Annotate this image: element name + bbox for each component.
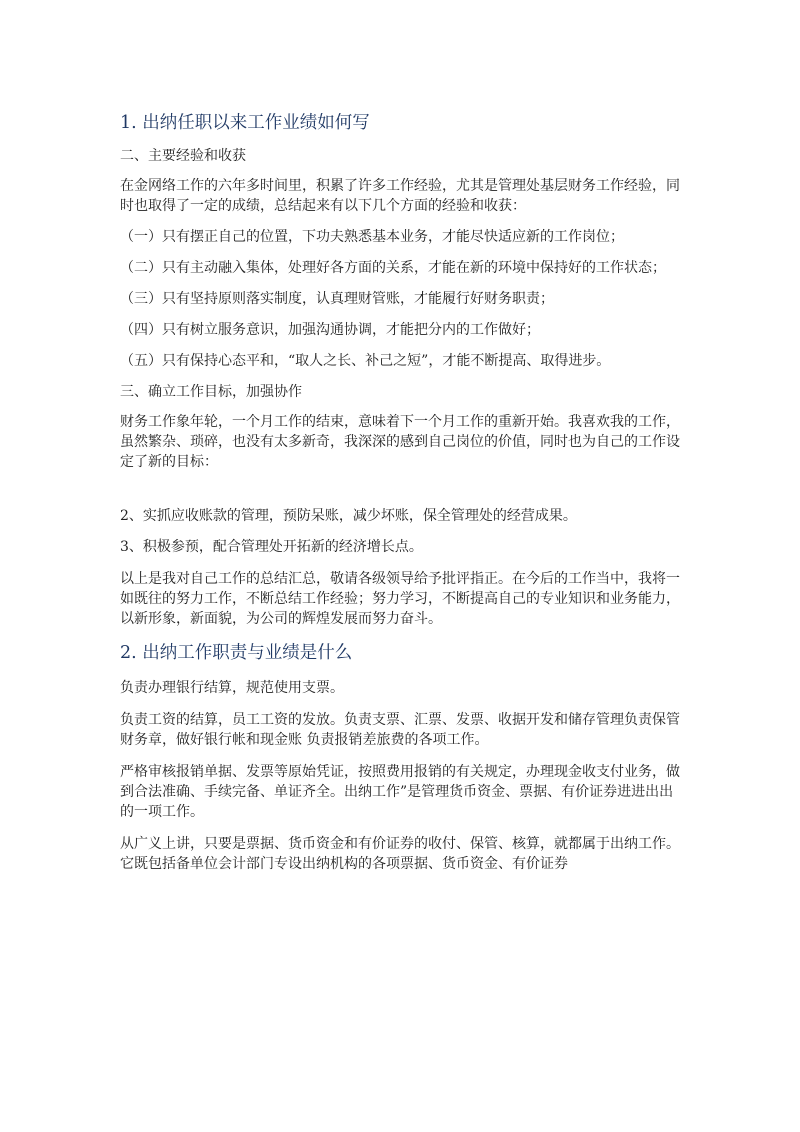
goal-item-3: 3、积极参预，配合管理处开拓新的经济增长点。 xyxy=(120,539,423,555)
experience-item-4: （四）只有树立服务意识，加强沟通协调，才能把分内的工作做好； xyxy=(120,322,540,338)
goals-paragraph: 财务工作象年轮，一个月工作的结束，意味着下一个月工作的重新开始。我喜欢我的工作，虽然繁杂、琐碎，也没有太多新奇，我深深的感到自己岗位的价值，同时也为自己的工作设定了新的目标： xyxy=(120,414,680,470)
section-1-title: 1. 出纳任职以来工作业绩如何写 xyxy=(120,113,370,133)
duty-paragraph-2: 负责工资的结算，员工工资的发放。负责支票、汇票、发票、收据开发和储存管理负责保管财务章，做好银行帐和现金账 负责报销差旅费的各项工作。 xyxy=(120,712,680,748)
experience-item-3: （三）只有坚持原则落实制度，认真理财管账，才能履行好财务职责； xyxy=(120,291,554,307)
section-2-title: 2. 出纳工作职责与业绩是什么 xyxy=(120,643,353,663)
experience-intro-paragraph: 在金网络工作的六年多时间里，积累了许多工作经验，尤其是管理处基层财务工作经验，同时也取得了一定的成绩，总结起来有以下几个方面的经验和收获： xyxy=(120,178,680,214)
duty-paragraph-3: 严格审核报销单据、发票等原始凭证，按照费用报销的有关规定，办理现金收支付业务，做到合法准确、手续完备、单证齐全。出纳工作”是管理货币资金、票据、有价证券进进出出的一项工作。 xyxy=(120,764,680,820)
document-page xyxy=(120,110,686,874)
experience-item-5: （五）只有保持心态平和，“取人之长、补己之短”，才能不断提高、取得进步。 xyxy=(120,353,611,369)
subhead-work-goals: 三、确立工作目标，加强协作 xyxy=(120,384,302,400)
blank-line xyxy=(120,483,686,506)
closing-paragraph: 以上是我对自己工作的总结汇总，敬请各级领导给予批评指正。在今后的工作当中，我将一如既往的努力工作，不断总结工作经验；努力学习，不断提高自己的专业知识和业务能力，以新形象，新面貌，为公司的辉煌发展而努力奋斗。 xyxy=(120,571,680,627)
duty-paragraph-4: 从广义上讲，只要是票据、货币资金和有价证券的收付、保管、核算，就都属于出纳工作。它既包括备单位会计部门专设出纳机构的各项票据、货币资金、有价证券 xyxy=(120,836,680,872)
experience-item-1: （一）只有摆正自己的位置，下功夫熟悉基本业务，才能尽快适应新的工作岗位； xyxy=(120,229,624,245)
goal-item-2: 2、实抓应收账款的管理，预防呆账，减少坏账，保全管理处的经营成果。 xyxy=(120,508,577,524)
experience-item-2: （二）只有主动融入集体，处理好各方面的关系，才能在新的环境中保持好的工作状态； xyxy=(120,260,666,276)
subhead-main-experience: 二、主要经验和收获 xyxy=(120,148,246,164)
duty-paragraph-1: 负责办理银行结算，规范使用支票。 xyxy=(120,680,344,696)
